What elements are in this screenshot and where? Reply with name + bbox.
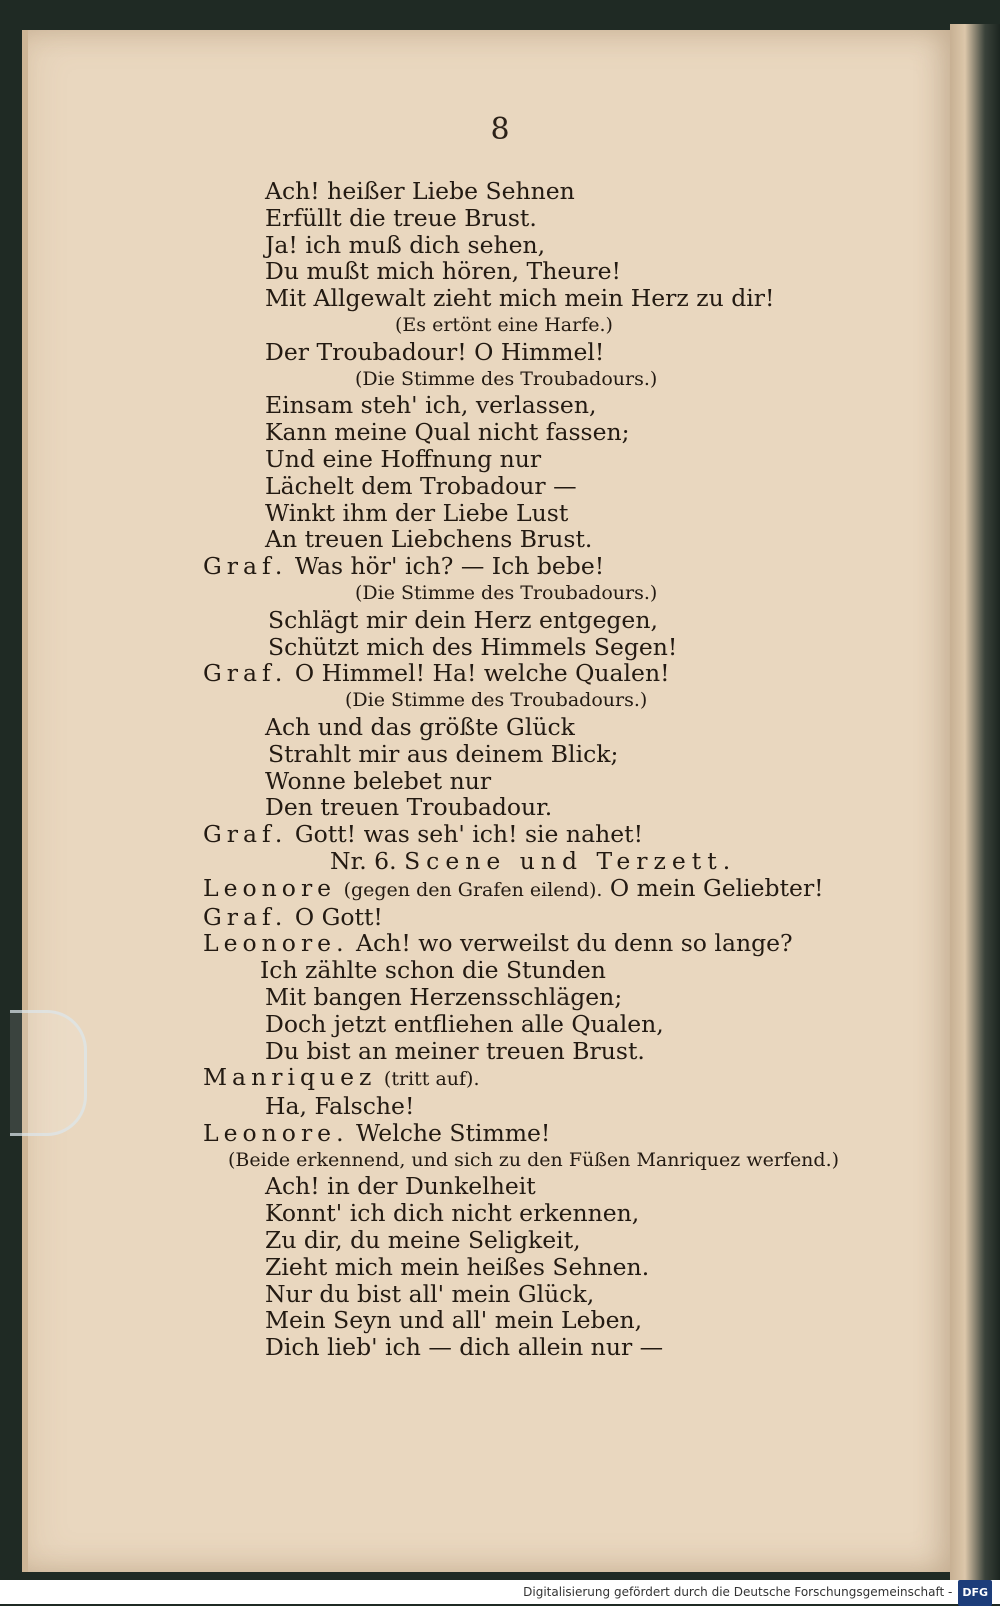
speaker-name: Leonore.: [203, 1118, 349, 1147]
speech: Gott! was seh' ich! sie nahet!: [294, 820, 644, 849]
speaker-name: Leonore: [203, 873, 337, 902]
text-line: Winkt ihm der Liebe Lust: [265, 498, 569, 527]
speech: Was hör' ich? — Ich bebe!: [294, 552, 605, 581]
page-text: [0, 178, 950, 1361]
speaker-name: Graf.: [203, 902, 288, 931]
text-line: Mit Allgewalt zieht mich mein Herz zu dir!: [265, 284, 775, 313]
speech: O Gott!: [294, 902, 383, 931]
speaker-name: Graf.: [203, 820, 288, 849]
text-line: Du bist an meiner treuen Brust.: [265, 1036, 645, 1065]
text-line: Ja! ich muß dich sehen,: [265, 230, 546, 259]
text-line: Kann meine Qual nicht fassen;: [265, 418, 630, 447]
text-line: An treuen Liebchens Brust.: [265, 525, 593, 554]
text-line: Ach! in der Dunkelheit: [265, 1172, 536, 1201]
text-line: Doch jetzt entfliehen alle Qualen,: [265, 1009, 664, 1038]
stage-direction: (gegen den Grafen eilend).: [343, 878, 603, 901]
facing-page-edge: [950, 24, 1000, 1580]
footer-label: Digitalisierung gefördert durch die Deutsche Forschungsgemeinschaft -: [523, 1585, 953, 1599]
speech: Welche Stimme!: [356, 1118, 551, 1147]
text-line: Dich lieb' ich — dich allein nur —: [265, 1333, 664, 1362]
speaker-line: [0, 1120, 950, 1147]
speaker-line: [0, 553, 950, 580]
speaker-line: [0, 930, 950, 957]
text-line: Schützt mich des Himmels Segen!: [268, 632, 678, 661]
text-line: Einsam steh' ich, verlassen,: [265, 391, 597, 420]
speaker-name: Manriquez: [203, 1063, 377, 1092]
footer-credit: [0, 1580, 1000, 1604]
speaker-name: Leonore.: [203, 929, 349, 958]
text-line: Schlägt mir dein Herz entgegen,: [268, 605, 658, 634]
speaker-name: Graf.: [203, 659, 288, 688]
speaker-line: [0, 904, 950, 931]
speech: O mein Geliebter!: [609, 873, 824, 902]
text-line: Du mußt mich hören, Theure!: [265, 257, 621, 286]
text-line: Zu dir, du meine Seligkeit,: [265, 1226, 581, 1255]
dfg-logo: DFG: [958, 1580, 992, 1606]
text-line: Der Troubadour! O Himmel!: [265, 337, 605, 366]
speech: O Himmel! Ha! welche Qualen!: [294, 659, 670, 688]
text-line: Ach! heißer Liebe Sehnen: [265, 177, 575, 205]
text-line: Wonne belebet nur: [265, 766, 492, 795]
text-line: Ich zählte schon die Stunden: [260, 956, 606, 985]
text-line: Den treuen Troubadour.: [265, 793, 553, 822]
text-line: Mein Seyn und all' mein Leben,: [265, 1306, 643, 1335]
text-line: Nur du bist all' mein Glück,: [265, 1279, 595, 1308]
speech: Ach! wo verweilst du denn so lange?: [356, 929, 793, 958]
text-line: Und eine Hoffnung nur: [265, 444, 542, 473]
page-number: 8: [490, 112, 510, 147]
text-line: Ha, Falsche!: [265, 1092, 415, 1121]
text-line: Lächelt dem Trobadour —: [265, 471, 577, 500]
scene-heading: [0, 848, 950, 875]
stage-direction: (Es ertönt eine Harfe.): [395, 313, 613, 336]
speaker-line: [0, 1064, 950, 1093]
stage-direction: (Beide erkennend, und sich zu den Füßen Manriquez werfend.): [228, 1148, 840, 1171]
speaker-line: [0, 821, 950, 848]
speaker-name: Graf.: [203, 552, 288, 581]
stage-direction: (tritt auf).: [383, 1068, 480, 1091]
scene-number: Nr. 6.: [330, 846, 397, 875]
stage-direction: (Die Stimme des Troubadours.): [355, 581, 658, 604]
text-line: Ach und das größte Glück: [265, 712, 575, 741]
stage-direction: (Die Stimme des Troubadours.): [355, 367, 658, 390]
text-line: Strahlt mir aus deinem Blick;: [268, 739, 619, 768]
text-line: Konnt' ich dich nicht erkennen,: [265, 1199, 640, 1228]
speaker-line: [0, 660, 950, 687]
scene-title: Scene und Terzett.: [404, 846, 737, 875]
stage-direction: (Die Stimme des Troubadours.): [345, 689, 648, 712]
text-line: Mit bangen Herzensschlägen;: [265, 982, 623, 1011]
text-line: Erfüllt die treue Brust.: [265, 203, 537, 232]
speaker-line: [0, 875, 950, 904]
text-line: Zieht mich mein heißes Sehnen.: [265, 1252, 650, 1281]
